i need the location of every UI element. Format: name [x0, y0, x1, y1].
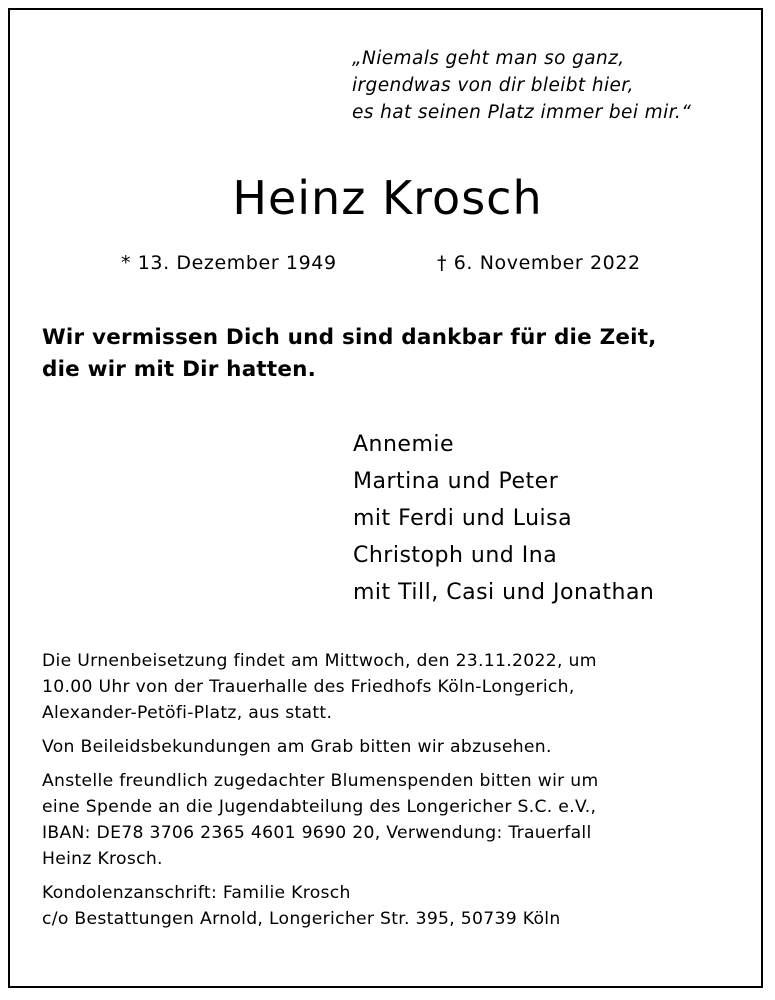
donation-line: Heinz Krosch.: [42, 849, 163, 869]
quote-line: es hat seinen Platz immer bei mir.“: [352, 102, 692, 123]
message-line: die wir mit Dir hatten.: [42, 357, 317, 382]
address-paragraph: [42, 880, 742, 932]
memorial-quote: [352, 45, 691, 126]
family-member: Christoph und Ina: [353, 543, 558, 568]
burial-line: Alexander-Petöfi-Platz, aus statt.: [42, 703, 333, 723]
family-member: mit Till, Casi und Jonathan: [353, 580, 655, 605]
condolence-note: [42, 734, 742, 760]
quote-line: „Niemals geht man so ganz,: [352, 48, 625, 69]
family-member: Annemie: [353, 432, 455, 457]
address-line: c/o Bestattungen Arnold, Longericher Str. 395, 50739 Köln: [42, 909, 561, 929]
family-member: Martina und Peter: [353, 469, 559, 494]
message-line: Wir vermissen Dich und sind dankbar für die Zeit,: [42, 325, 657, 350]
donation-line: IBAN: DE78 3706 2365 4601 9690 20, Verwendung: Trauerfall: [42, 823, 592, 843]
deceased-name: Heinz Krosch: [232, 171, 543, 225]
family-signatures: [353, 426, 654, 611]
quote-line: irgendwas von dir bleibt hier,: [352, 75, 634, 96]
address-line: Kondolenzanschrift: Familie Krosch: [42, 883, 351, 903]
donation-line: Anstelle freundlich zugedachter Blumenspenden bitten wir um: [42, 771, 599, 791]
donation-line: eine Spende an die Jugendabteilung des Longericher S.C. e.V.,: [42, 797, 597, 817]
birth-date: * 13. Dezember 1949: [121, 252, 337, 274]
burial-line: Die Urnenbeisetzung findet am Mittwoch, den 23.11.2022, um: [42, 651, 597, 671]
family-member: mit Ferdi und Luisa: [353, 506, 573, 531]
farewell-message: [42, 322, 657, 386]
death-date: † 6. November 2022: [437, 252, 641, 274]
funeral-information: [42, 648, 742, 932]
burial-paragraph: [42, 648, 742, 726]
donation-paragraph: [42, 768, 742, 872]
burial-line: 10.00 Uhr von der Trauerhalle des Friedhofs Köln-Longerich,: [42, 677, 575, 697]
condolence-note-text: Von Beileidsbekundungen am Grab bitten wir abzusehen.: [42, 737, 552, 757]
